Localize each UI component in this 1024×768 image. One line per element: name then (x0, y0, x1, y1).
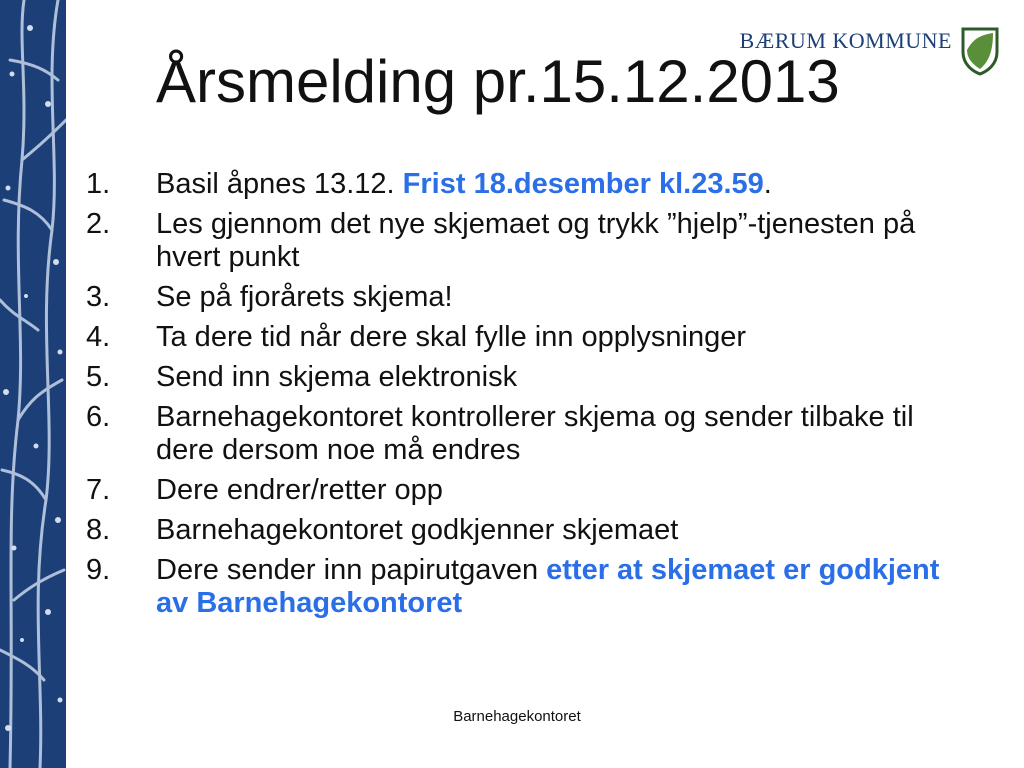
list-item (86, 361, 946, 394)
numbered-list (86, 168, 946, 627)
list-item-number: 2. (86, 208, 111, 240)
list-item (86, 168, 946, 201)
list-item-text (156, 208, 946, 274)
list-item-body: Dere sender inn papirutgaven (156, 554, 547, 586)
list-item-number: 9. (86, 554, 111, 586)
list-item (86, 208, 946, 274)
list-item-text (156, 514, 946, 547)
list-item-text (156, 474, 946, 507)
list-item-text (156, 281, 946, 314)
list-item (86, 401, 946, 467)
shield-icon (960, 26, 1000, 76)
list-item-body: Dere endrer/retter opp (156, 474, 443, 506)
slide-title: Årsmelding pr.15.12.2013 (156, 48, 840, 115)
footer-text: Barnehagekontoret (453, 708, 581, 725)
list-item-body: Barnehagekontoret godkjenner skjemaet (156, 514, 679, 546)
tree-pattern-icon (0, 0, 66, 768)
list-item-text (156, 321, 946, 354)
list-item-number: 8. (86, 514, 111, 546)
list-item-number: 6. (86, 401, 111, 433)
list-item-body: Basil åpnes 13.12. (156, 168, 403, 200)
decorative-tree-band (0, 0, 66, 768)
list-item-highlight: etter at skjemaet er godkjent av Barnehagekontoret (156, 554, 940, 619)
list-item-text (156, 361, 946, 394)
list-item-suffix: . (763, 168, 772, 200)
list-item (86, 281, 946, 314)
list-item-number: 5. (86, 361, 111, 393)
list-item-body: Les gjennom det nye skjemaet og trykk ”hjelp”-tjenesten på hvert punkt (156, 208, 916, 273)
list-item-highlight: Frist 18.desember kl.23.59 (402, 168, 764, 200)
list-item-number: 4. (86, 321, 111, 353)
list-item-body: Barnehagekontoret kontrollerer skjema og sender tilbake til dere dersom noe må endres (156, 401, 914, 466)
list-item-number: 7. (86, 474, 111, 506)
list-item-number: 3. (86, 281, 111, 313)
list-item-body: Send inn skjema elektronisk (156, 361, 518, 393)
brand-name: BÆRUM KOMMUNE (739, 28, 952, 53)
list-item-body: Se på fjorårets skjema! (156, 281, 453, 313)
list-item-body: Ta dere tid når dere skal fylle inn opplysninger (156, 321, 746, 353)
list-item-text (156, 554, 946, 620)
list-item (86, 514, 946, 547)
list-item (86, 474, 946, 507)
list-item-text (156, 168, 946, 201)
list-item-number: 1. (86, 168, 111, 200)
list-item-text (156, 401, 946, 467)
list-item (86, 321, 946, 354)
list-item (86, 554, 946, 620)
